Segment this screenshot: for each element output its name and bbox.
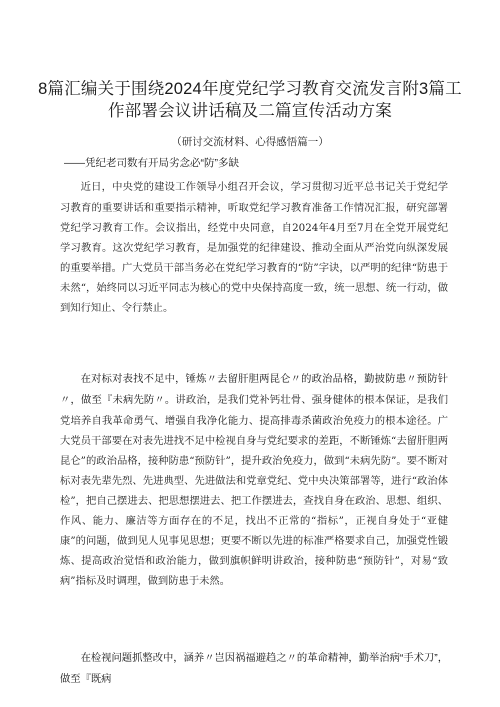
paragraph-2-lead: 在对标对表找不足中，锤炼〃去留肝胆两昆仑〃的政治品格，勤披防患〃预防针〃，做至『未病先防〃。: [60, 374, 448, 406]
body-paragraph-1: [60, 177, 448, 318]
document-byline: ——凭纪老司数有开局劣念必“防”多缺: [64, 157, 239, 169]
body-paragraph-3: [60, 648, 448, 690]
paragraph-3-lead: 在检视问题抓整改中，涵养〃岂因祸福避趋之〃的革命精神，勤举治病“手术刀”，做至『既病: [60, 653, 448, 685]
document-title: 8篇汇编关于围绕2024年度党纪学习教育交流发言附3篇工作部署会议讲话稿及二篇宣传活动方案: [38, 80, 462, 120]
document-subtitle: （研讨交流材料、心得感悟篇一）: [171, 136, 329, 148]
body-paragraph-2: [60, 369, 448, 591]
paragraph-1-text: 近日，中央党的建设工作领导小组召开会议，学习贯彻习近平总书记关于党纪学习教育的重要讲话和重要指示精神，听取党纪学习教育准备工作情况汇报，研究部署党纪学习教育工作。会议指出，经党中央同意，自2024年4月至7月在全党开展党纪学习教育。这次党纪学习教育，是加强党的纪律建设、推动全面从严治党向纵深发展的重要举措。广大党员干部当务必在党纪学习教育的“防”字诀，以严明的纪律“防患于未然“，始终同以习近平同志为核心的党中央保持高度一致，统一思想、统一行动，做到知行知止、令行禁止。: [60, 181, 448, 314]
paragraph-2-text: 讲政治，是我们党补钙壮骨、强身健体的根本保证，是我们党培养自我革命勇气、增强自我净化能力、提高排毒杀菌政治免疫力的根本途径。广大党员干部要在对表先进找不足中检视自身与党纪要求的差距，不断锤炼“去留肝胆两昆仑”的政治品格，接种防患“预防针”，提升政治免疫力，做到“未病先防”。要不断对标对表先辈先烈、先进典型、先进做法和党章党纪、党中央决策部署等，进行“政治体检”，把自己摆进去、把思想摆进去、把工作摆进去，查找自身在政治、思想、组织、作风、能力、廉洁等方面存在的不足，找出不正常的“指标”，正视自身处于“亚健康”的问题，做到见人见事见思想；更要不断以先进的标准严格要求自己，加强党性锻炼、提高政治觉悟和政治能力，做到旗帜鲜明讲政治，接种防患“预防针”，对易“致病”指标及时调理，做到防患于未然。: [60, 394, 449, 587]
